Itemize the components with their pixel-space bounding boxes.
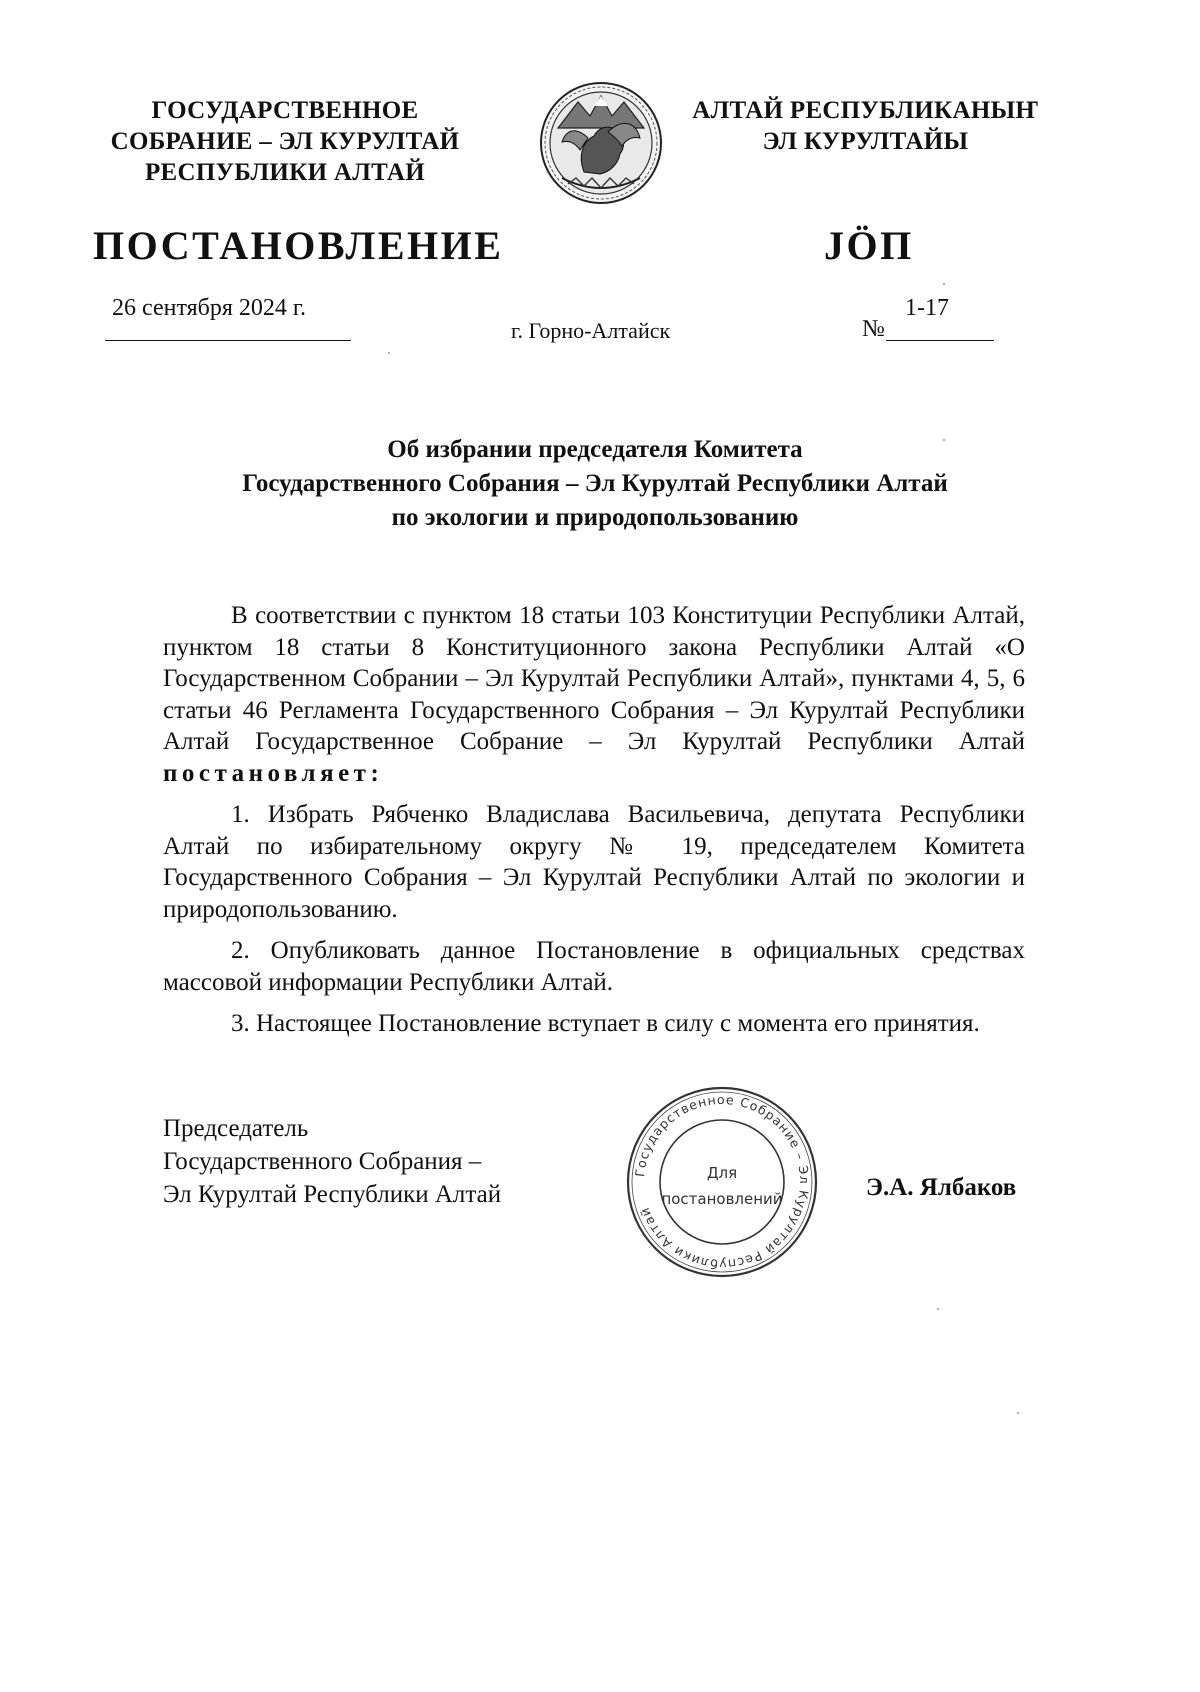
right-org-name [688,95,1043,157]
left-org-name [100,95,470,188]
scan-speck [1017,1412,1019,1414]
signatory-position-line: Эл Курултай Республики Алтай [163,1181,502,1208]
number-underline [886,340,994,341]
date-underline [105,340,351,341]
number-sign: № [862,316,885,342]
left-org-line: ГОСУДАРСТВЕННОЕ [151,97,419,124]
document-city: г. Горно-Алтайск [511,318,671,343]
scan-speck [937,1308,939,1310]
preamble-text: В соответствии с пунктом 18 статьи 103 Конституции Республики Алтай, пунктом 18 статьи 8 Конституционного закона Республики Алтай «О Государственном Собрании – Эл Курултай Республики Алтай», пунктами 4, 5, 6 статьи 46 Регламента Государственного Собрания – Эл Курултай Республики Алтай Государственное Собрание – Эл Курултай Республики Алтай [163,602,1025,755]
scan-speck [943,439,945,441]
signatory-position-line: Государственного Собрания – [163,1148,482,1175]
stamp-center-line: постановлений [661,1190,783,1208]
official-stamp [622,1082,822,1282]
document-date: 26 сентября 2024 г. [112,295,307,321]
left-org-line: СОБРАНИЕ – ЭЛ КУРУЛТАЙ [110,128,460,155]
item-paragraph: 2. Опубликовать данное Постановление в официальных средствах массовой информации Республики Алтай. [163,937,1025,996]
stamp-center-line: Для [706,1164,738,1182]
document-body [163,600,1025,1040]
right-org-line: ЭЛ КУРУЛТАЙЫ [762,128,969,155]
title-jop: JÖП [824,223,914,268]
item-paragraph: 3. Настоящее Постановление вступает в силу с момента его принятия. [231,1010,980,1037]
signatory-name: Э.А. Ялбаков [866,1174,1017,1201]
right-org-line: АЛТАЙ РЕСПУБЛИКАНЫҤ [692,97,1039,124]
document-title-line: Государственного Собрания – Эл Курултай Республики Алтай [242,470,948,497]
preamble-paragraph [163,600,1025,789]
document-number: 1-17 [905,295,949,321]
left-org-line: РЕСПУБЛИКИ АЛТАЙ [144,159,425,186]
signatory-position-line: Председатель [163,1115,309,1142]
stamp-ring-text: Государственное Собрание – Эл Курултай Республики Алтай [632,1091,813,1273]
document-title-line: Об избрании председателя Комитета [387,436,803,463]
scan-speck [943,283,945,285]
coat-of-arms-icon [538,80,664,206]
resolves-word: постановляет: [163,759,384,787]
signatory-position [163,1112,501,1211]
scan-speck [388,352,390,354]
title-postanovlenie: ПОСТАНОВЛЕНИЕ [93,223,504,268]
document-title [190,433,1000,535]
document-title-line: по экологии и природопользованию [391,504,799,531]
item-paragraph: 1. Избрать Рябченко Владислава Васильевича, депутата Республики Алтай по избирательному округу № 19, председателем Комитета Государственного Собрания – Эл Курултай Республики Алтай по экологии и природопользованию. [163,801,1025,923]
